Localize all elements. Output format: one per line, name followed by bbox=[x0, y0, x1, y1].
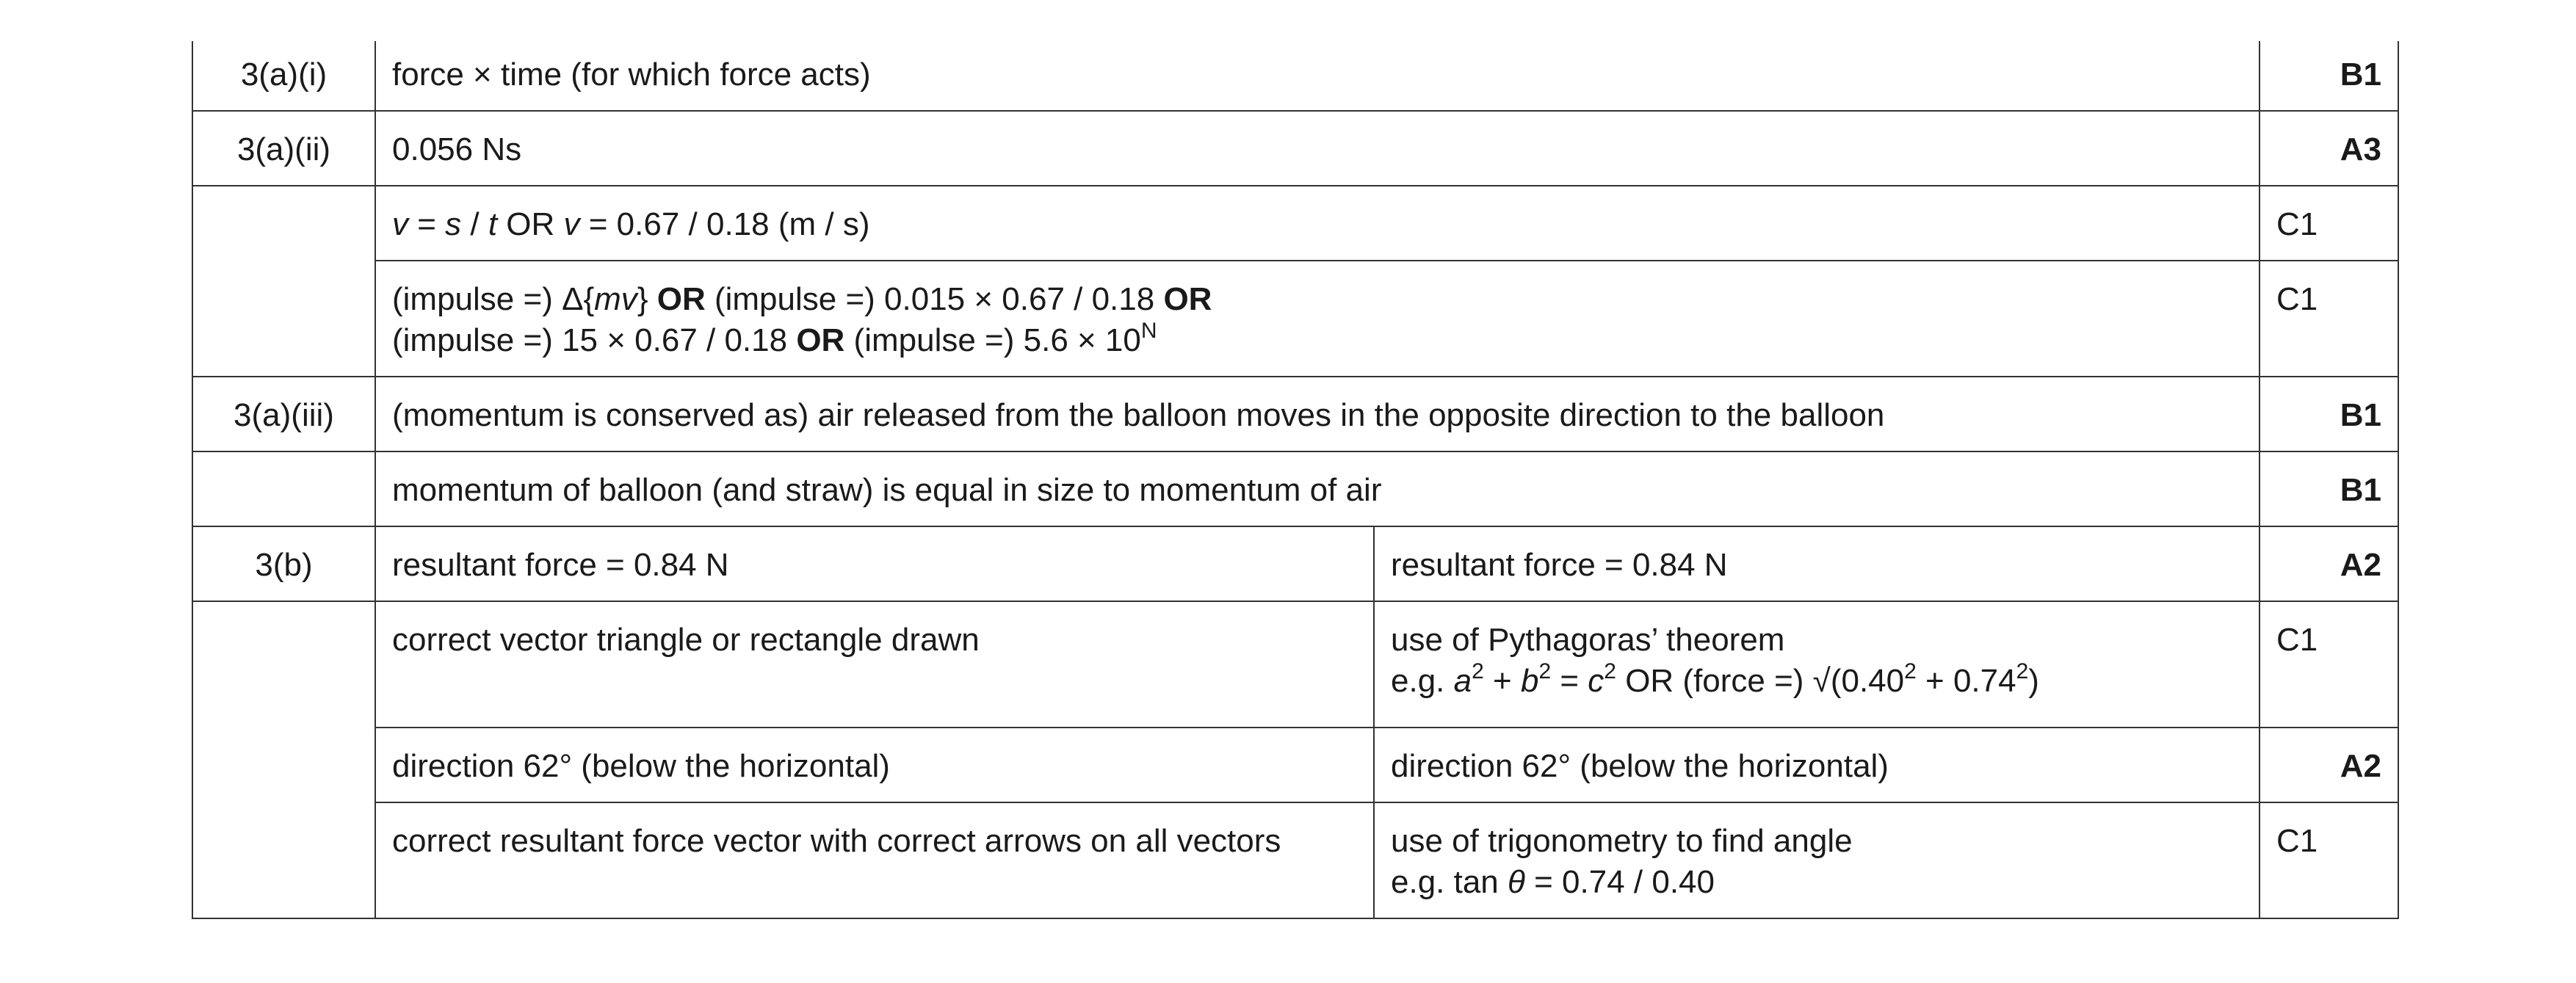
answer-text: = bbox=[1551, 663, 1588, 699]
answer-text: (impulse =) 5.6 × 10 bbox=[844, 322, 1141, 358]
answer-text: } bbox=[637, 281, 657, 317]
math-var: θ bbox=[1508, 864, 1525, 900]
answer-cell-right: direction 62° (below the horizontal) bbox=[1374, 728, 2260, 802]
answer-line bbox=[1391, 862, 2243, 903]
superscript: 2 bbox=[1904, 659, 1917, 683]
answer-cell: 0.056 Ns bbox=[375, 111, 2260, 186]
answer-cell-left: correct resultant force vector with correct arrows on all vectors bbox=[375, 802, 1374, 918]
mark-cell: C1 bbox=[2260, 802, 2398, 918]
table-row bbox=[192, 377, 2398, 451]
or-keyword: OR bbox=[1163, 281, 1212, 317]
answer-cell-right bbox=[1374, 802, 2260, 918]
answer-text: ) bbox=[2028, 663, 2039, 699]
answer-cell: momentum of balloon (and straw) is equal in size to momentum of air bbox=[375, 451, 2260, 526]
question-number: 3(b) bbox=[192, 526, 375, 601]
question-number-empty bbox=[192, 186, 375, 261]
question-number-empty bbox=[192, 728, 375, 802]
table-row bbox=[192, 41, 2398, 111]
question-number-empty bbox=[192, 601, 375, 728]
mark-scheme-table bbox=[192, 41, 2399, 919]
answer-line: use of Pythagoras’ theorem bbox=[1391, 622, 1785, 658]
math-var: v bbox=[563, 206, 580, 242]
answer-cell bbox=[375, 261, 2260, 377]
mark-cell: A2 bbox=[2260, 526, 2398, 601]
answer-cell-right bbox=[1374, 601, 2260, 728]
mark-cell: A3 bbox=[2260, 111, 2398, 186]
answer-cell-right: resultant force = 0.84 N bbox=[1374, 526, 2260, 601]
answer-text: + 0.74 bbox=[1916, 663, 2016, 699]
or-keyword: OR bbox=[796, 322, 845, 358]
question-number-empty bbox=[192, 802, 375, 918]
answer-cell-left: correct vector triangle or rectangle drawn bbox=[375, 601, 1374, 728]
question-number: 3(a)(iii) bbox=[192, 377, 375, 451]
table-row bbox=[192, 451, 2398, 526]
answer-cell-left: direction 62° (below the horizontal) bbox=[375, 728, 1374, 802]
table-row bbox=[192, 601, 2398, 728]
table-row bbox=[192, 526, 2398, 601]
question-number: 3(a)(i) bbox=[192, 41, 375, 111]
superscript: N bbox=[1140, 319, 1157, 343]
math-var: mv bbox=[594, 281, 637, 317]
math-var: c bbox=[1588, 663, 1604, 699]
or-keyword: OR bbox=[656, 281, 706, 317]
mark-cell: B1 bbox=[2260, 377, 2398, 451]
superscript: 2 bbox=[1538, 659, 1552, 683]
answer-line bbox=[392, 320, 2243, 361]
table-row bbox=[192, 802, 2398, 918]
question-number-empty bbox=[192, 451, 375, 526]
math-var: s bbox=[445, 206, 462, 242]
question-number-empty bbox=[192, 261, 375, 377]
answer-text: (impulse =) 15 × 0.67 / 0.18 bbox=[392, 322, 797, 358]
table-row bbox=[192, 186, 2398, 261]
answer-cell-left: resultant force = 0.84 N bbox=[375, 526, 1374, 601]
superscript: 2 bbox=[1604, 659, 1616, 683]
answer-text: + bbox=[1483, 663, 1521, 699]
answer-text: / bbox=[461, 206, 488, 242]
mark-cell: B1 bbox=[2260, 451, 2398, 526]
math-var: a bbox=[1453, 663, 1472, 699]
table-row bbox=[192, 261, 2398, 377]
question-number: 3(a)(ii) bbox=[192, 111, 375, 186]
math-var: b bbox=[1520, 663, 1539, 699]
answer-text: (impulse =) Δ{ bbox=[392, 281, 595, 317]
mark-cell: A2 bbox=[2260, 728, 2398, 802]
answer-line bbox=[392, 279, 2243, 320]
answer-cell: force × time (for which force acts) bbox=[375, 41, 2260, 111]
answer-text: (impulse =) 0.015 × 0.67 / 0.18 bbox=[705, 281, 1164, 317]
answer-line: use of trigonometry to find angle bbox=[1391, 823, 1853, 859]
mark-cell: C1 bbox=[2260, 186, 2398, 261]
mark-cell: C1 bbox=[2260, 261, 2398, 377]
answer-text: = bbox=[408, 206, 446, 242]
answer-line bbox=[1391, 661, 2243, 702]
answer-text: e.g. bbox=[1391, 663, 1454, 699]
answer-text: OR bbox=[497, 206, 564, 242]
superscript: 2 bbox=[1472, 659, 1484, 683]
math-var: v bbox=[392, 206, 408, 242]
answer-cell: (momentum is conserved as) air released from the balloon moves in the opposite direction to the balloon bbox=[375, 377, 2260, 451]
mark-cell: C1 bbox=[2260, 601, 2398, 728]
answer-text: = 0.67 / 0.18 (m / s) bbox=[579, 206, 870, 242]
table-row bbox=[192, 728, 2398, 802]
answer-text: = 0.74 / 0.40 bbox=[1524, 864, 1715, 900]
mark-cell: B1 bbox=[2260, 41, 2398, 111]
answer-text: e.g. tan bbox=[1391, 864, 1508, 900]
answer-cell bbox=[375, 186, 2260, 261]
table-row bbox=[192, 111, 2398, 186]
superscript: 2 bbox=[2016, 659, 2029, 683]
answer-text: OR (force =) √(0.40 bbox=[1616, 663, 1905, 699]
math-var: t bbox=[488, 206, 498, 242]
